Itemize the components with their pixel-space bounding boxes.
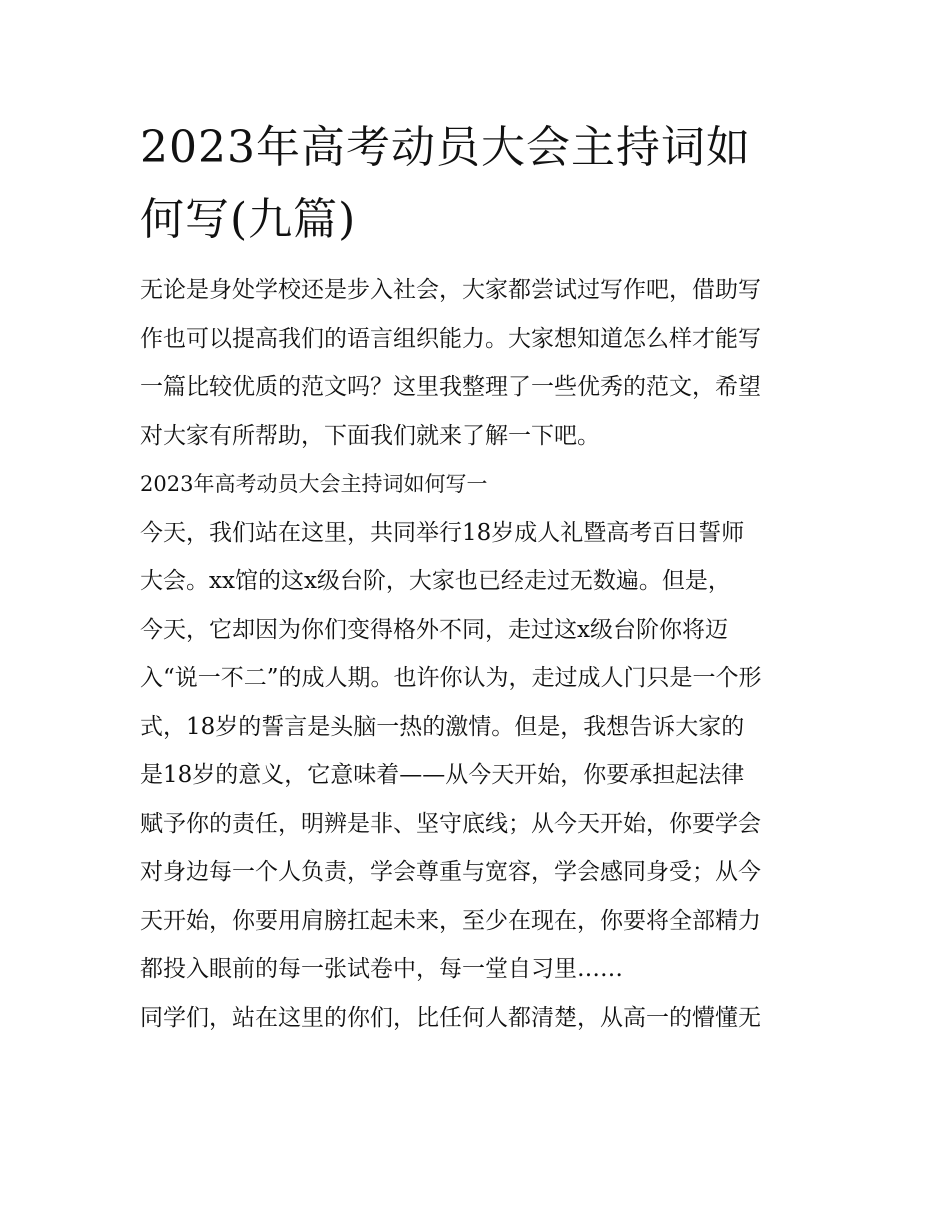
section-heading: 2023年高考动员大会主持词如何写一 (140, 472, 488, 496)
intro-line-4: 对大家有所帮助，下面我们就来了解一下吧。 (140, 422, 600, 449)
body-line-8: 对身边每一个人负责，学会尊重与宽容，学会感同身受；从今 (140, 859, 761, 885)
body-line-6: 是18岁的意义，它意味着——从今天开始，你要承担起法律 (140, 762, 745, 788)
body-line-4: 入“说一不二”的成人期。也许你认为，走过成人门只是一个形 (140, 665, 762, 691)
title-line-1: 2023年高考动员大会主持词如 (140, 122, 751, 173)
body-line-5: 式，18岁的誓言是头脑一热的激情。但是，我想告诉大家的 (140, 713, 745, 740)
body-line-3: 今天，它却因为你们变得格外不同，走过这x级台阶你将迈 (140, 616, 728, 643)
intro-line-1: 无论是身处学校还是步入社会，大家都尝试过写作吧，借助写 (140, 277, 761, 303)
body-line-2: 大会。xx馆的这x级台阶，大家也已经走过无数遍。但是， (140, 568, 731, 594)
body-paragraph-2 (140, 994, 812, 1043)
body-paragraph-1 (140, 509, 812, 994)
document-title (140, 112, 812, 256)
intro-paragraph (140, 266, 812, 460)
body-line-7: 赋予你的责任，明辨是非、坚守底线；从今天开始，你要学会 (140, 810, 761, 837)
document-page (140, 112, 812, 1042)
body2-line-1: 同学们，站在这里的你们，比任何人都清楚，从高一的懵懂无 (140, 1004, 761, 1031)
intro-line-3: 一篇比较优质的范文吗？这里我整理了一些优秀的范文，希望 (140, 374, 761, 400)
intro-line-2: 作也可以提高我们的语言组织能力。大家想知道怎么样才能写 (140, 325, 761, 352)
body-line-1: 今天，我们站在这里，共同举行18岁成人礼暨高考百日誓师 (140, 519, 745, 546)
body-line-9: 天开始，你要用肩膀扛起未来，至少在现在，你要将全部精力 (140, 907, 761, 934)
body-line-10: 都投入眼前的每一张试卷中，每一堂自习里…… (140, 956, 623, 982)
title-line-2: 何写(九篇) (140, 194, 357, 245)
